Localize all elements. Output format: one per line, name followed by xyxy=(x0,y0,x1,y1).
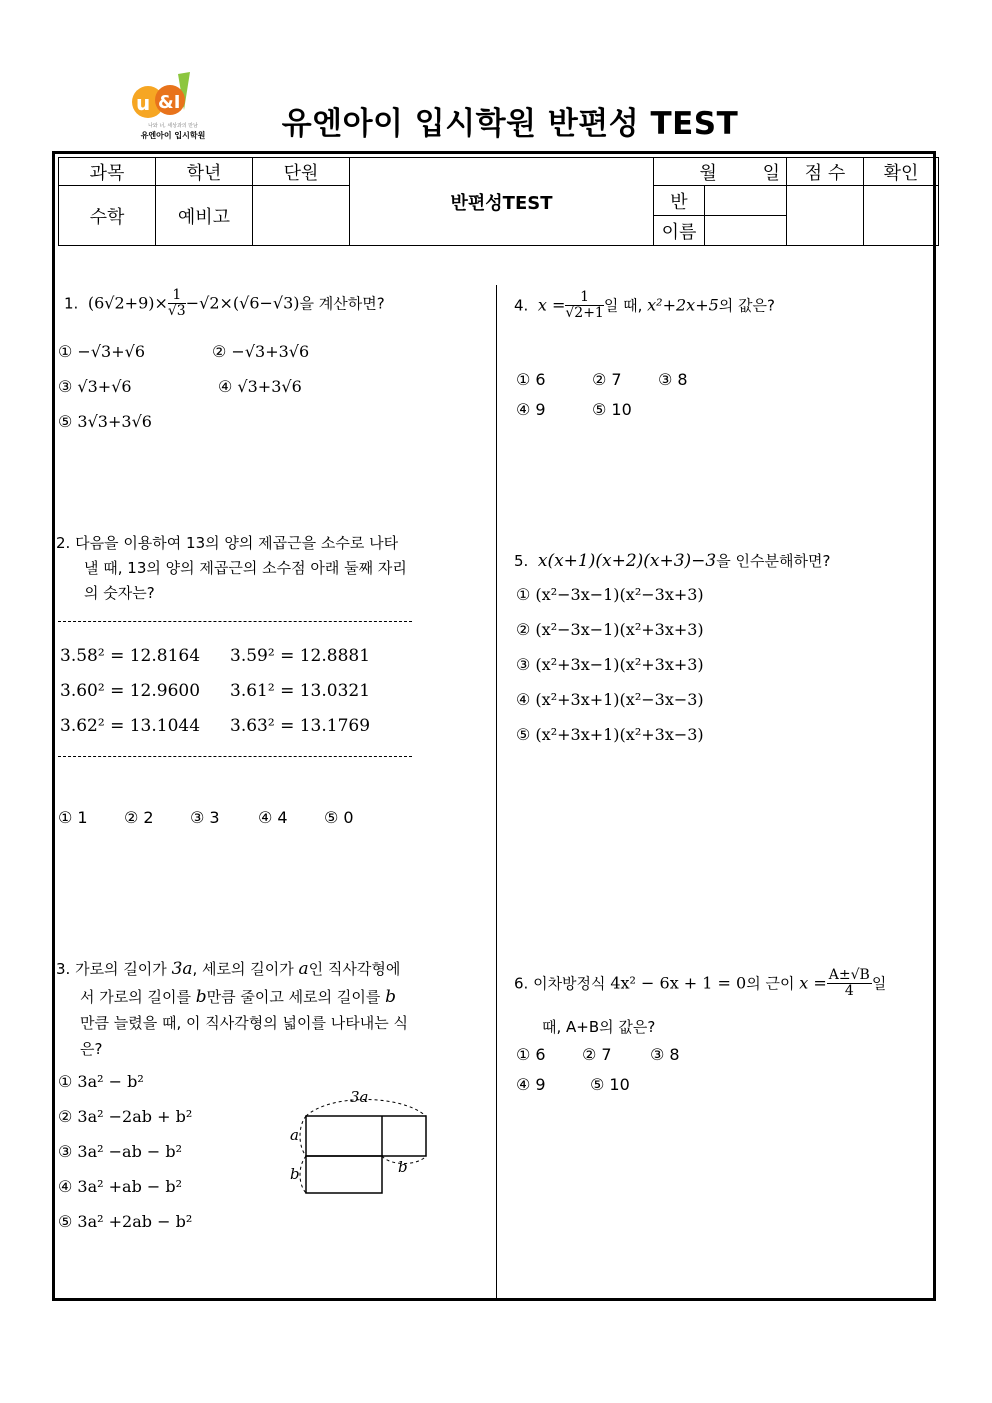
q3-rectangle-figure xyxy=(280,1086,440,1198)
question-1 xyxy=(64,288,385,320)
svg-text:u: u xyxy=(136,91,151,115)
q5-option-4[interactable]: ④ (x²+3x+1)(x²−3x−3) xyxy=(516,690,704,709)
column-divider xyxy=(496,285,497,1300)
name-label: 이름 xyxy=(654,216,705,246)
q3-l1a: 3. 가로의 길이가 xyxy=(56,960,172,978)
q2-line-1: 2. 다음을 이용하여 13의 양의 제곱근을 소수로 나타 xyxy=(56,534,399,552)
q4-frac-bot: √2+1 xyxy=(565,305,604,322)
logo-text: 유엔아이 입시학원 xyxy=(140,131,206,140)
q1-option-2[interactable]: ② −√3+3√6 xyxy=(212,342,310,361)
q4-option-4[interactable]: ④ 9 xyxy=(516,400,546,419)
q6-frac-bot: 4 xyxy=(844,983,854,1000)
q1-expr-pre: (6√2+9)× xyxy=(87,293,168,313)
q4-tail: 의 값은? xyxy=(718,296,775,315)
q3-l1m2: a xyxy=(298,959,309,979)
q2-line-3: 의 숫자는? xyxy=(84,584,155,602)
q5-number: 5. xyxy=(514,552,529,570)
q2-table-2b: 3.61² = 13.0321 xyxy=(230,681,371,701)
q4-option-3[interactable]: ③ 8 xyxy=(658,370,688,389)
q6-mid: 의 근이 xyxy=(746,974,800,993)
q2-option-1[interactable]: ① 1 xyxy=(58,808,88,827)
q3-line-1 xyxy=(56,958,400,979)
fig-label-3a: 3a xyxy=(350,1088,369,1106)
q2-option-2[interactable]: ② 2 xyxy=(124,808,154,827)
q4-mid: 일 때, xyxy=(603,296,648,315)
q3-l1c: 인 직사각형에 xyxy=(308,960,401,978)
q6-option-5[interactable]: ⑤ 10 xyxy=(590,1075,630,1094)
q3-option-2[interactable]: ② 3a² −2ab + b² xyxy=(58,1107,193,1126)
q4-fraction xyxy=(565,290,603,322)
q5-option-3[interactable]: ③ (x²+3x−1)(x²+3x+3) xyxy=(516,655,704,674)
q3-line-3: 만큼 늘렸을 때, 이 직사각형의 넓이를 나타내는 식 xyxy=(80,1014,408,1032)
q2-option-3[interactable]: ③ 3 xyxy=(190,808,220,827)
center-title: 반편성TEST xyxy=(350,158,654,246)
name-field[interactable] xyxy=(704,216,786,246)
q3-line-4: 은? xyxy=(80,1040,103,1058)
q1-frac-bot: √3 xyxy=(167,303,186,320)
q6-option-1[interactable]: ① 6 xyxy=(516,1045,546,1064)
q2-table-1b: 3.59² = 12.8881 xyxy=(230,646,371,666)
q4-frac-top: 1 xyxy=(565,290,603,306)
confirm-field[interactable] xyxy=(864,186,939,246)
q6-fraction xyxy=(827,968,872,1000)
logo-mark-icon xyxy=(118,70,228,130)
q2-option-4[interactable]: ④ 4 xyxy=(258,808,288,827)
q4-option-1[interactable]: ① 6 xyxy=(516,370,546,389)
q3-option-4[interactable]: ④ 3a² +ab − b² xyxy=(58,1177,183,1196)
q6-option-2[interactable]: ② 7 xyxy=(582,1045,612,1064)
q6-tail: 일 xyxy=(871,974,887,993)
q3-line-2 xyxy=(80,986,396,1007)
q2-table-3a: 3.62² = 13.1044 xyxy=(60,716,201,736)
q6-line-2: 때, A+B의 값은? xyxy=(542,1018,656,1036)
q3-option-5[interactable]: ⑤ 3a² +2ab − b² xyxy=(58,1212,193,1231)
q4-option-2[interactable]: ② 7 xyxy=(592,370,622,389)
q6-lhs: x = xyxy=(799,973,827,993)
q1-number: 1. xyxy=(64,294,79,313)
q1-frac-top: 1 xyxy=(168,288,186,304)
q1-option-1[interactable]: ① −√3+√6 xyxy=(58,342,145,361)
logo-tagline: 나와 너, 세상과의 만남 xyxy=(148,123,198,129)
q3-l1b: , 세로의 길이가 xyxy=(192,960,299,978)
q3-option-3[interactable]: ③ 3a² −ab − b² xyxy=(58,1142,183,1161)
question-6 xyxy=(514,968,886,1000)
academy-logo xyxy=(118,70,228,145)
q3-l1m: 3a xyxy=(171,959,193,979)
q4-option-5[interactable]: ⑤ 10 xyxy=(592,400,632,419)
month-label: 월 xyxy=(699,162,717,184)
confirm-header: 확인 xyxy=(864,158,939,186)
q1-fraction xyxy=(168,288,186,320)
q1-expr-post: −√2×(√6−√3) xyxy=(185,293,300,313)
q2-table-2a: 3.60² = 12.9600 xyxy=(60,681,201,701)
q3-option-1[interactable]: ① 3a² − b² xyxy=(58,1072,144,1091)
q5-expr: x(x+1)(x+2)(x+3)−3 xyxy=(537,551,717,571)
score-field[interactable] xyxy=(787,186,864,246)
q2-dash-top xyxy=(58,621,412,622)
unit-header: 단원 xyxy=(253,158,350,186)
fig-label-b-bottom: b xyxy=(398,1158,408,1176)
q3-l2m: b xyxy=(195,987,207,1007)
q4-expr: x²+2x+5 xyxy=(647,295,719,315)
q1-option-3[interactable]: ③ √3+√6 xyxy=(58,377,132,396)
subject-value: 수학 xyxy=(59,186,156,246)
header-table xyxy=(58,157,939,246)
q4-number: 4. xyxy=(514,296,529,315)
q5-option-2[interactable]: ② (x²−3x−1)(x²+3x+3) xyxy=(516,620,704,639)
score-header: 점 수 xyxy=(787,158,864,186)
svg-text:&I: &I xyxy=(158,92,181,113)
q3-l2a: 서 가로의 길이를 xyxy=(80,988,196,1006)
date-header xyxy=(654,158,787,186)
grade-value: 예비고 xyxy=(156,186,253,246)
subject-header: 과목 xyxy=(59,158,156,186)
q6-frac-top: A±√B xyxy=(828,967,870,983)
class-field[interactable] xyxy=(704,186,786,216)
q2-table-1a: 3.58² = 12.8164 xyxy=(60,646,201,666)
q5-option-1[interactable]: ① (x²−3x−1)(x²−3x+3) xyxy=(516,585,704,604)
q6-option-4[interactable]: ④ 9 xyxy=(516,1075,546,1094)
fig-label-b-left: b xyxy=(290,1165,300,1183)
question-5 xyxy=(514,550,830,571)
q5-tail: 을 인수분해하면? xyxy=(716,552,831,570)
class-label: 반 xyxy=(654,186,705,216)
unit-value[interactable] xyxy=(253,186,350,246)
day-label: 일 xyxy=(762,162,780,184)
q4-lhs: x = xyxy=(537,295,566,315)
q2-dash-bottom xyxy=(58,756,412,757)
question-4 xyxy=(514,290,775,322)
page-title: 유엔아이 입시학원 반편성 TEST xyxy=(281,106,739,142)
fig-label-a: a xyxy=(290,1126,299,1144)
q3-l2m2: b xyxy=(385,987,396,1007)
q2-line-2: 낼 때, 13의 양의 제곱근의 소수점 아래 둘째 자리 xyxy=(84,559,407,577)
q5-option-5[interactable]: ⑤ (x²+3x+1)(x²+3x−3) xyxy=(516,725,704,744)
q1-tail: 을 계산하면? xyxy=(299,294,385,313)
q2-option-5[interactable]: ⑤ 0 xyxy=(324,808,354,827)
q6-number: 6. 이차방정식 xyxy=(514,974,611,993)
q1-option-5[interactable]: ⑤ 3√3+3√6 xyxy=(58,412,152,431)
q1-option-4[interactable]: ④ √3+3√6 xyxy=(218,377,302,396)
q2-table-3b: 3.63² = 13.1769 xyxy=(230,716,371,736)
q6-option-3[interactable]: ③ 8 xyxy=(650,1045,680,1064)
q3-l2b: 만큼 줄이고 세로의 길이를 xyxy=(206,988,386,1006)
q6-equation: 4x² − 6x + 1 = 0 xyxy=(610,973,747,993)
grade-header: 학년 xyxy=(156,158,253,186)
